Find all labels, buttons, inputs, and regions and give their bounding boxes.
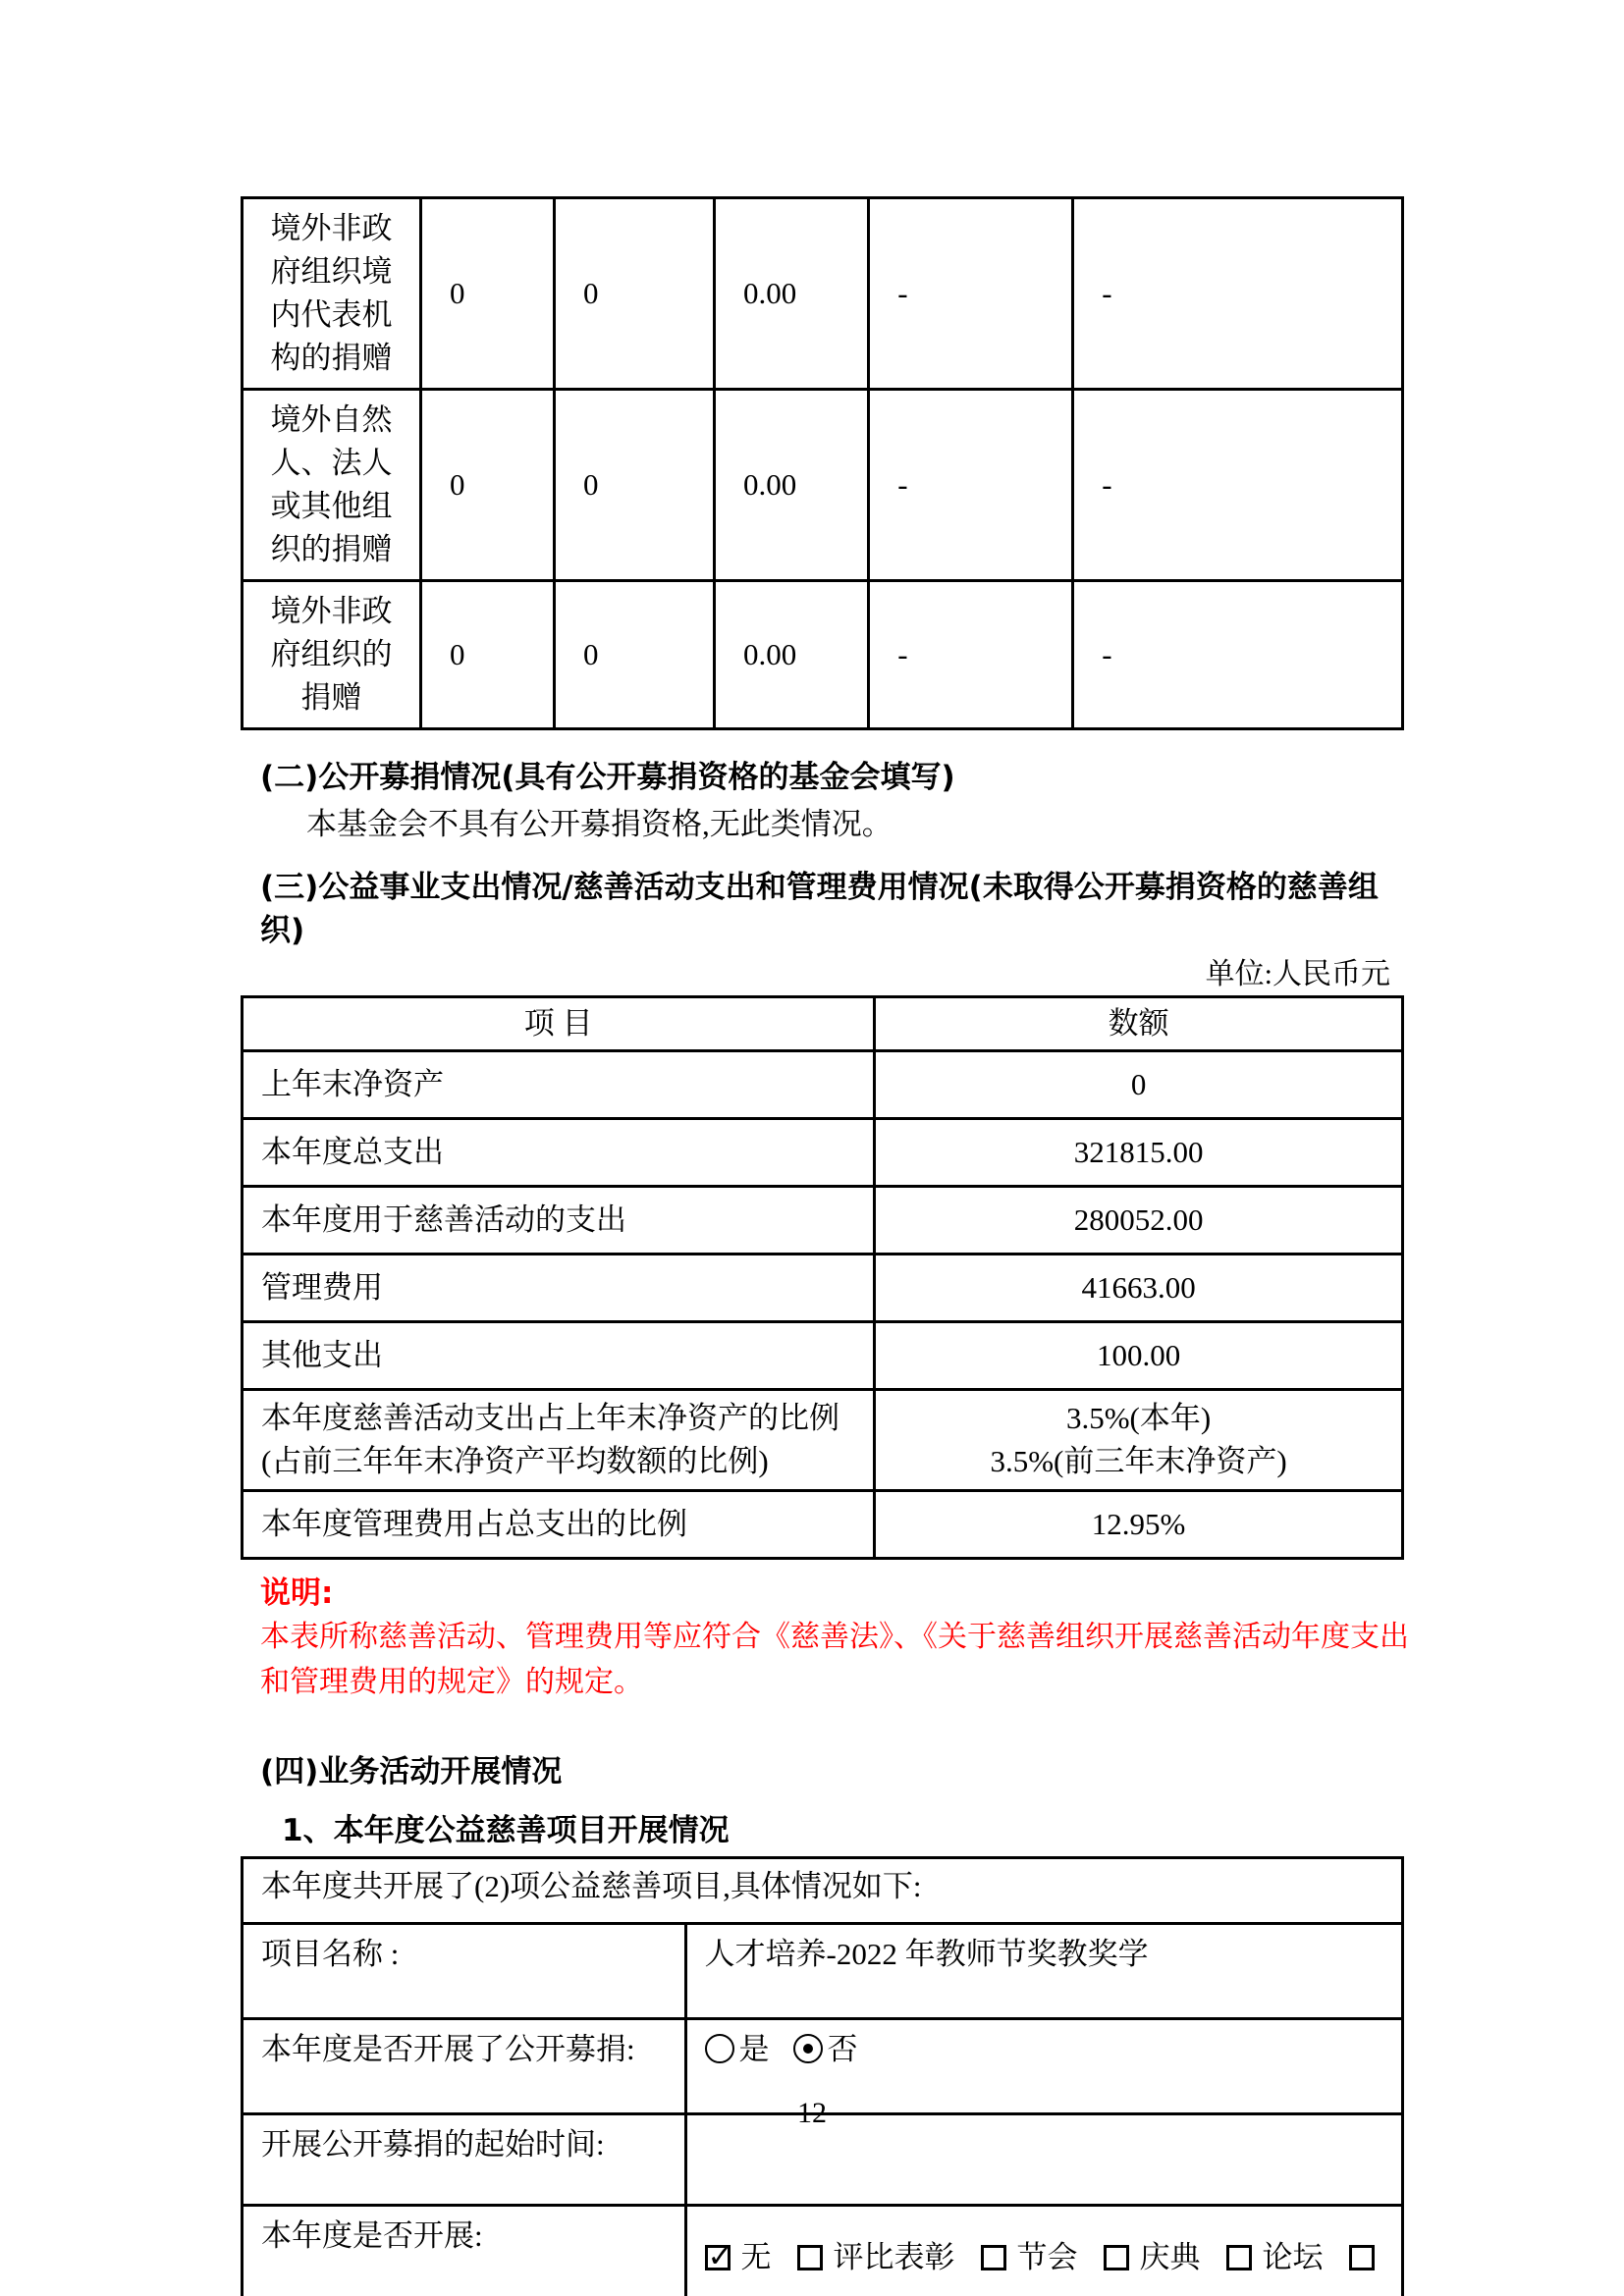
table-cell: 0 (421, 581, 555, 729)
item-cell: 本年度慈善活动支出占上年末净资产的比例(占前三年年末净资产平均数额的比例) (243, 1390, 875, 1491)
item-cell: 管理费用 (243, 1255, 875, 1322)
checkbox-option-festival (981, 2236, 1078, 2279)
table-cell: 0 (421, 198, 555, 390)
table-row (243, 1858, 1403, 1924)
amount-cell: 321815.00 (875, 1119, 1403, 1187)
checkbox-unchecked-icon (1226, 2245, 1252, 2270)
table-row (243, 1051, 1403, 1119)
radio-group-public-fundraising (705, 2028, 1385, 2071)
checkbox-label: 节会 (1016, 2240, 1078, 2274)
amount-line-current-year: 3.5%(本年) (1065, 1401, 1212, 1435)
checkbox-label: 论坛 (1262, 2240, 1324, 2274)
table-row (243, 390, 1403, 581)
checkbox-option-commendation (797, 2236, 955, 2279)
table-cell: - (869, 198, 1073, 390)
field-label-cell: 本年度是否开展了公开募捐: (243, 2019, 686, 2114)
row-label-cell: 境外非政府组织的捐赠 (243, 581, 421, 729)
table-row (243, 1491, 1403, 1559)
radio-unselected-icon (705, 2034, 734, 2063)
item-cell: 本年度用于慈善活动的支出 (243, 1187, 875, 1255)
radio-label: 是 (738, 2032, 770, 2066)
amount-cell: 41663.00 (875, 1255, 1403, 1322)
note-title: 说明: (260, 1575, 334, 1611)
section4-heading: (四)业务活动开展情况 (260, 1754, 563, 1789)
project-name-value: 人才培养-2022 年教师节奖教奖学 (685, 1924, 1402, 2019)
table-cell: 0.00 (715, 198, 869, 390)
checkbox-unchecked-icon (1104, 2245, 1129, 2270)
checkbox-label: 无 (740, 2240, 772, 2274)
radio-option-no (793, 2028, 858, 2071)
table-cell: 0.00 (715, 581, 869, 729)
table-row (243, 2206, 1403, 2296)
section2-heading: (二)公开募捐情况(具有公开募捐资格的基金会填写) (260, 760, 955, 795)
table-cell: 0 (554, 198, 714, 390)
radio-selected-icon (793, 2034, 823, 2063)
checkbox-group-activities (705, 2236, 1385, 2279)
note-body: 本表所称慈善活动、管理费用等应符合《慈善法》、《关于慈善组织开展慈善活动年度支出和管理费用的规定》的规定。 (260, 1621, 1409, 1698)
checkbox-checked-icon (705, 2245, 731, 2270)
project-intro-cell: 本年度共开展了(2)项公益慈善项目,具体情况如下: (243, 1858, 1403, 1924)
checkbox-unchecked-icon (797, 2245, 823, 2270)
amount-cell (875, 1390, 1403, 1491)
checkbox-label: 庆典 (1139, 2240, 1201, 2274)
checkbox-option-forum (1226, 2236, 1324, 2279)
table-cell: - (1073, 198, 1403, 390)
field-label-cell: 项目名称 : (243, 1924, 686, 2019)
table-row (243, 1255, 1403, 1322)
table-header-row (243, 997, 1403, 1051)
amount-cell: 12.95% (875, 1491, 1403, 1559)
amount-cell: 0 (875, 1051, 1403, 1119)
table-row (243, 198, 1403, 390)
expense-table (241, 995, 1404, 1560)
table-row (243, 1187, 1403, 1255)
amount-cell: 280052.00 (875, 1187, 1403, 1255)
overseas-donation-table (241, 196, 1404, 730)
amount-line-three-year: 3.5%(前三年末净资产) (990, 1444, 1287, 1478)
table-cell: 0 (554, 390, 714, 581)
activities-value (685, 2206, 1402, 2296)
unit-label: 单位:人民币元 (1205, 958, 1390, 990)
table-row (243, 1322, 1403, 1390)
page-content (241, 196, 1409, 2296)
field-label-cell: 开展公开募捐的起始时间: (243, 2114, 686, 2206)
table-row (243, 1390, 1403, 1491)
row-label-cell: 境外自然人、法人或其他组织的捐赠 (243, 390, 421, 581)
table-row (243, 1924, 1403, 2019)
column-header-item: 项 目 (243, 997, 875, 1051)
checkbox-option-empty (1349, 2245, 1375, 2270)
checkbox-unchecked-icon (1349, 2245, 1375, 2270)
table-cell: - (869, 581, 1073, 729)
field-label-cell: 本年度是否开展: (243, 2206, 686, 2296)
table-cell: 0 (421, 390, 555, 581)
table-cell: - (1073, 390, 1403, 581)
section2-body: 本基金会不具有公开募捐资格,无此类情况。 (306, 807, 893, 841)
item-cell: 其他支出 (243, 1322, 875, 1390)
table-cell: - (1073, 581, 1403, 729)
item-cell: 上年末净资产 (243, 1051, 875, 1119)
table-row (243, 1119, 1403, 1187)
checkbox-option-none (705, 2236, 772, 2279)
radio-option-yes (705, 2028, 770, 2071)
page-number: 12 (797, 2097, 827, 2129)
radio-label: 否 (827, 2032, 858, 2066)
project-table (241, 1856, 1404, 2296)
item-cell: 本年度管理费用占总支出的比例 (243, 1491, 875, 1559)
checkbox-unchecked-icon (981, 2245, 1006, 2270)
column-header-amount: 数额 (875, 997, 1403, 1051)
table-cell: 0 (554, 581, 714, 729)
table-cell: - (869, 390, 1073, 581)
table-cell: 0.00 (715, 390, 869, 581)
checkbox-label: 评比表彰 (833, 2240, 955, 2274)
section3-heading: (三)公益事业支出情况/慈善活动支出和管理费用情况(未取得公开募捐资格的慈善组织) (260, 870, 1379, 948)
row-label-cell: 境外非政府组织境内代表机构的捐赠 (243, 198, 421, 390)
checkbox-option-celebration (1104, 2236, 1201, 2279)
amount-cell: 100.00 (875, 1322, 1403, 1390)
table-row (243, 581, 1403, 729)
section4-sub-heading: 1、本年度公益慈善项目开展情况 (282, 1813, 730, 1848)
item-cell: 本年度总支出 (243, 1119, 875, 1187)
